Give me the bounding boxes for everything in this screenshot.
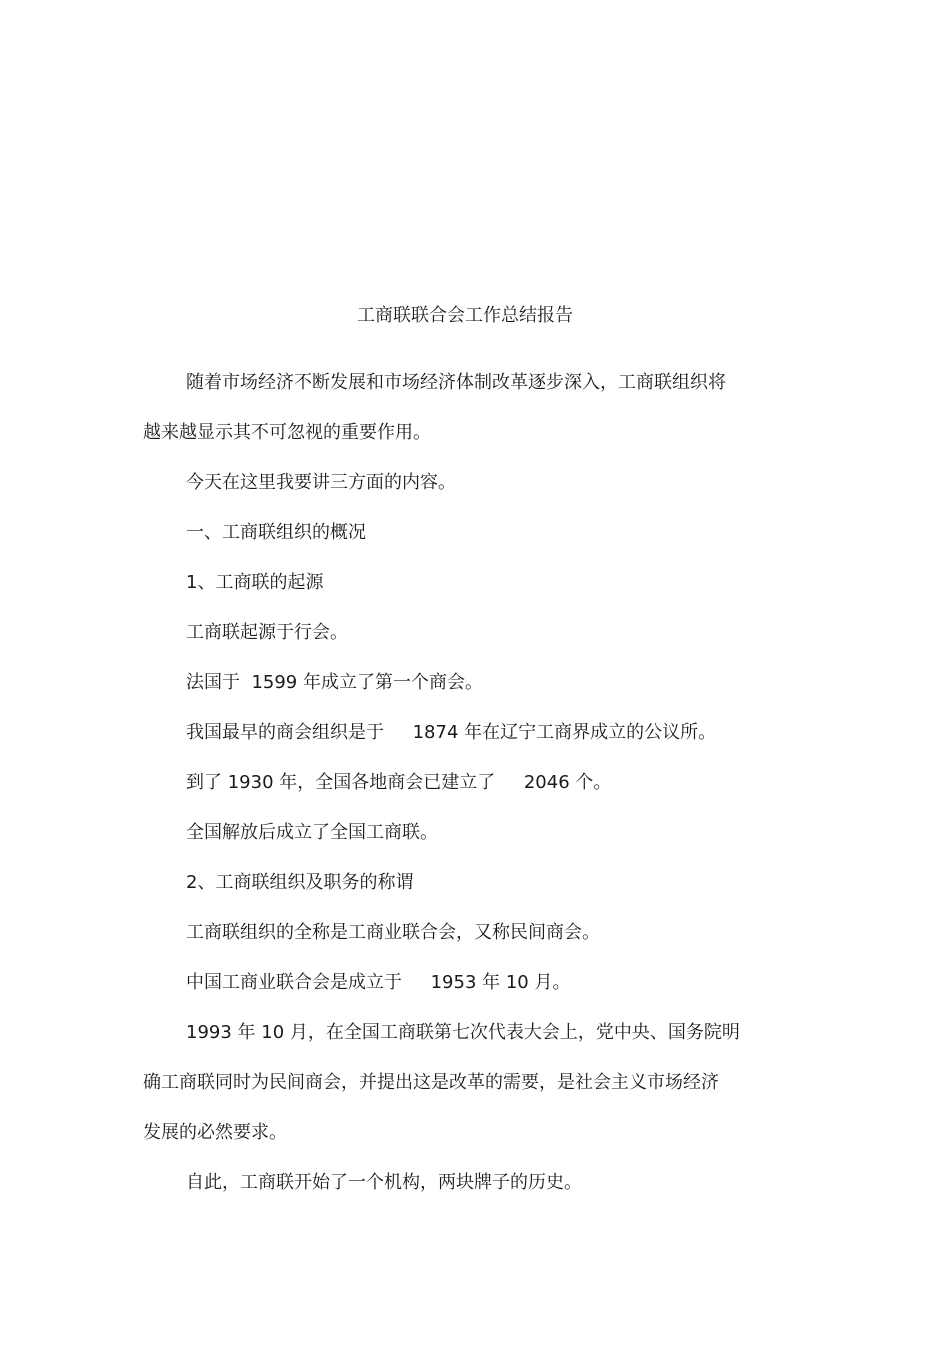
paragraph-line: 1993 年 10 月，在全国工商联第七次代表大会上，党中央、国务院明	[186, 1022, 740, 1043]
section-heading: 一、工商联组织的概况	[186, 522, 366, 543]
paragraph-line: 越来越显示其不可忽视的重要作用。	[143, 422, 431, 443]
paragraph-line: 到了 1930 年，全国各地商会已建立了 2046 个。	[186, 772, 612, 793]
paragraph-line: 中国工商业联合会是成立于 1953 年 10 月。	[186, 972, 571, 993]
document-title: 工商联联合会工作总结报告	[357, 305, 573, 326]
paragraph-line: 工商联起源于行会。	[186, 622, 348, 643]
paragraph-line: 确工商联同时为民间商会，并提出这是改革的需要，是社会主义市场经济	[143, 1072, 719, 1093]
paragraph-line: 全国解放后成立了全国工商联。	[186, 822, 438, 843]
paragraph-line: 自此，工商联开始了一个机构，两块牌子的历史。	[186, 1172, 582, 1193]
paragraph-line: 工商联组织的全称是工商业联合会，又称民间商会。	[186, 922, 600, 943]
subsection-heading: 2、工商联组织及职务的称谓	[186, 872, 414, 893]
paragraph-line: 我国最早的商会组织是于 1874 年在辽宁工商界成立的公议所。	[186, 722, 717, 743]
paragraph-line: 法国于 1599 年成立了第一个商会。	[186, 672, 483, 693]
paragraph-line: 随着市场经济不断发展和市场经济体制改革逐步深入，工商联组织将	[186, 372, 726, 393]
subsection-heading: 1、工商联的起源	[186, 572, 324, 593]
paragraph-line: 发展的必然要求。	[143, 1122, 287, 1143]
paragraph-line: 今天在这里我要讲三方面的内容。	[186, 472, 456, 493]
